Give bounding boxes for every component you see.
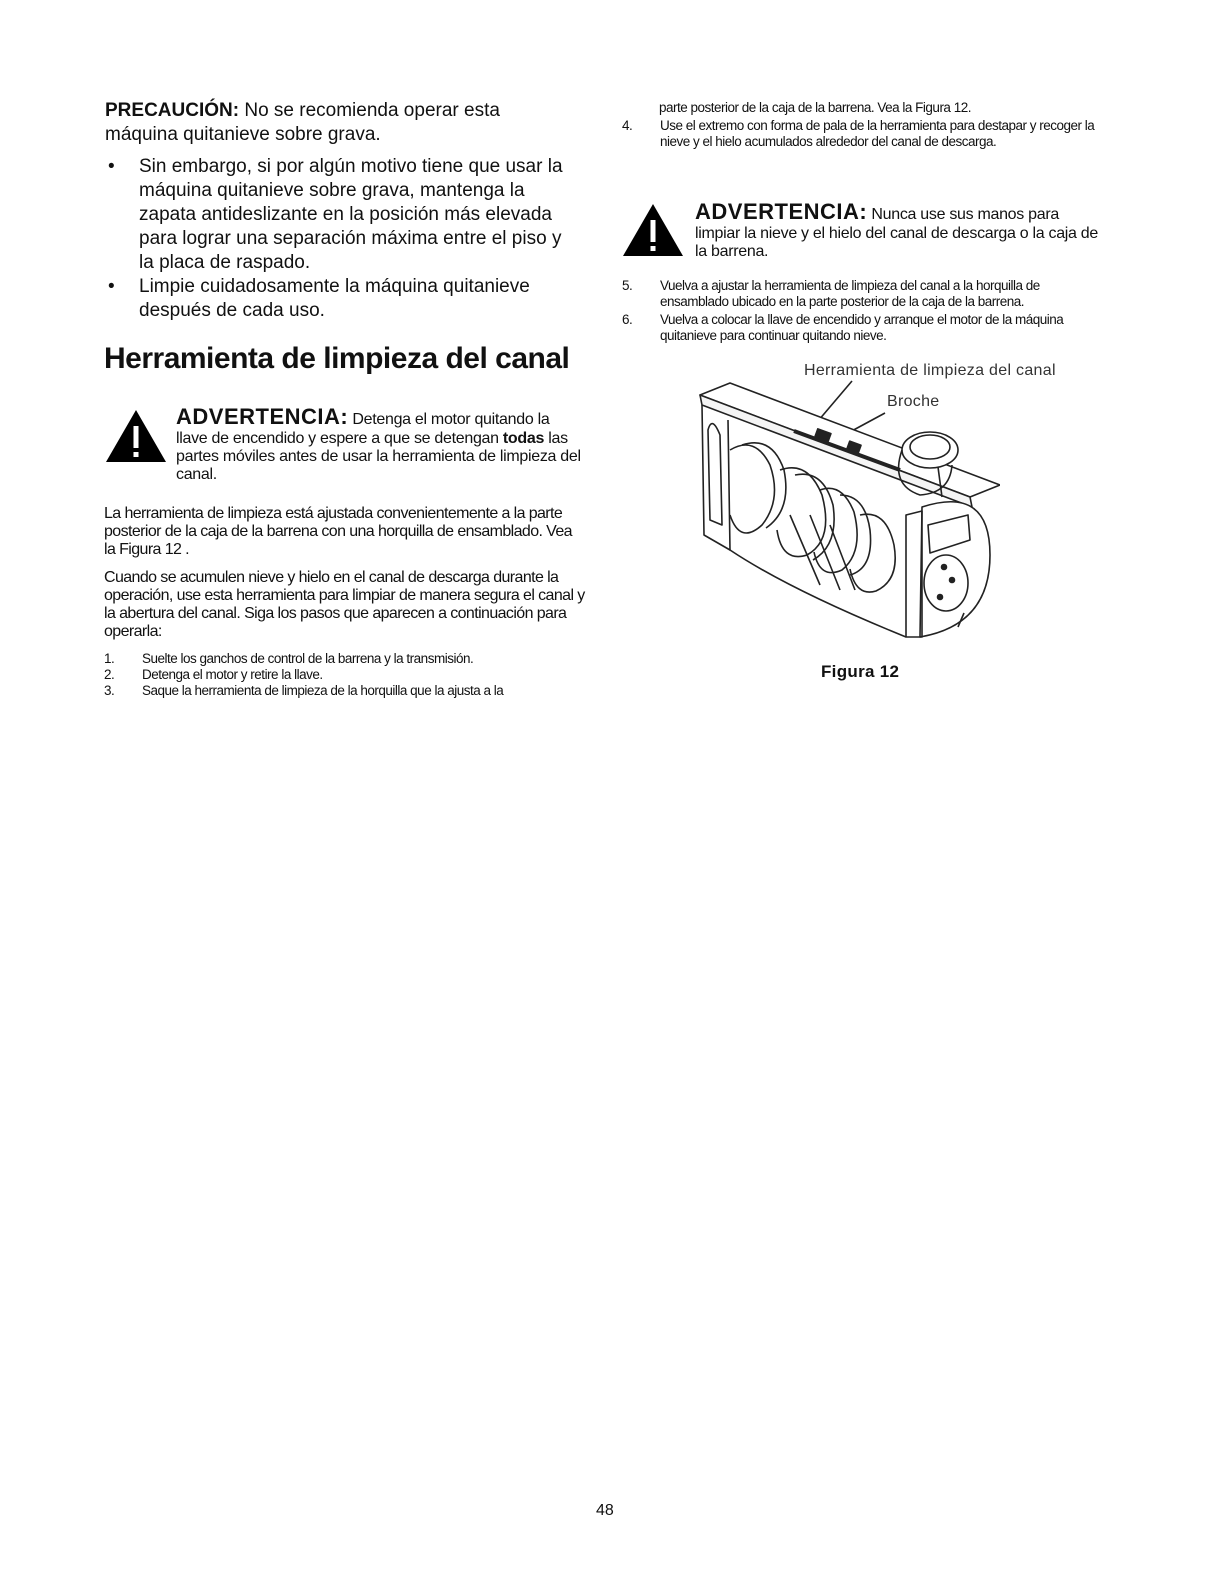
step-number: 3. bbox=[104, 683, 115, 698]
step-number: 6. bbox=[622, 312, 633, 327]
caution-label: PRECAUCIÓN: bbox=[105, 100, 240, 121]
list-item bbox=[105, 155, 580, 275]
list-item bbox=[104, 667, 584, 683]
list-item bbox=[622, 278, 1106, 310]
warning-icon bbox=[621, 202, 685, 258]
step-text: Use el extremo con forma de pala de la herramienta para destapar y recoger la nieve y el hielo acumulados alrededor del canal de descarga. bbox=[660, 118, 1095, 149]
warning-icon bbox=[104, 408, 168, 464]
list-item bbox=[105, 275, 580, 323]
step-text: Vuelva a colocar la llave de encendido y arranque el motor de la máquina quitanieve para continuar quitando nieve. bbox=[660, 312, 1064, 343]
steps-list-left bbox=[104, 651, 584, 699]
step-text: Suelte los ganchos de control de la barrena y la transmisión. bbox=[142, 651, 474, 666]
caution-note bbox=[105, 99, 565, 147]
warning-label: ADVERTENCIA: bbox=[695, 199, 868, 224]
warning-block-2 bbox=[695, 199, 1105, 261]
step-text: Detenga el motor y retire la llave. bbox=[142, 667, 323, 682]
step-number: 2. bbox=[104, 667, 115, 682]
bullet-icon: • bbox=[108, 156, 115, 177]
figure-label-tool: Herramienta de limpieza del canal bbox=[804, 362, 1056, 379]
steps-list-right bbox=[622, 278, 1106, 344]
step-3-continued: parte posterior de la caja de la barrena. Vea la Figura 12. bbox=[659, 100, 971, 115]
paragraph-1: La herramienta de limpieza está ajustada convenientemente a la parte posterior de la caja de la barrena con una horquilla de ensamblado. Vea la Figura 12 . bbox=[104, 505, 572, 558]
list-item bbox=[622, 118, 1106, 150]
steps-list-step-4 bbox=[622, 118, 1106, 150]
list-item bbox=[104, 683, 584, 699]
section-title: Herramienta de limpieza del canal bbox=[104, 342, 570, 375]
warning-block-1 bbox=[176, 404, 581, 484]
step-number: 1. bbox=[104, 651, 115, 666]
warning-text: Nunca use sus manos para limpiar la nieve y el hielo del canal de descarga o la caja de la barrena. bbox=[695, 206, 1098, 260]
warning-label: ADVERTENCIA: bbox=[176, 404, 349, 429]
list-item bbox=[622, 312, 1106, 344]
warning-text: Detenga el motor quitando la llave de encendido y espere a que se detengan bbox=[176, 411, 550, 447]
figure-caption: Figura 12 bbox=[821, 662, 900, 681]
step-number: 5. bbox=[622, 278, 633, 293]
warning-emphasis: todas bbox=[502, 430, 545, 447]
page-number: 48 bbox=[596, 1502, 614, 1519]
auger-housing-illustration bbox=[690, 375, 1000, 650]
bullet-text: Limpie cuidadosamente la máquina quitanieve después de cada uso. bbox=[139, 276, 530, 321]
figure-label-clip: Broche bbox=[887, 393, 940, 410]
bullet-icon: • bbox=[108, 276, 115, 297]
list-item bbox=[104, 651, 584, 667]
step-number: 4. bbox=[622, 118, 633, 133]
paragraph-2: Cuando se acumulen nieve y hielo en el canal de descarga durante la operación, use esta herramienta para limpiar de manera segura el canal y la abertura del canal. Siga los pasos que aparecen a continuación para operarla: bbox=[104, 569, 585, 640]
warning-text-end: las partes móviles antes de usar la herramienta de limpieza del canal. bbox=[176, 430, 581, 483]
caution-text: No se recomienda operar esta máquina quitanieve sobre grava. bbox=[105, 100, 500, 145]
step-text: Vuelva a ajustar la herramienta de limpieza del canal a la horquilla de ensamblado ubicado en la parte posterior de la caja de la barrena. bbox=[660, 278, 1040, 309]
bullet-list bbox=[105, 155, 580, 323]
step-text: Saque la herramienta de limpieza de la horquilla que la ajusta a la bbox=[142, 683, 504, 698]
bullet-text: Sin embargo, si por algún motivo tiene que usar la máquina quitanieve sobre grava, mantenga la zapata antideslizante en la posición más elevada para lograr una separación máxima entre el piso y la placa de raspado. bbox=[139, 156, 563, 273]
